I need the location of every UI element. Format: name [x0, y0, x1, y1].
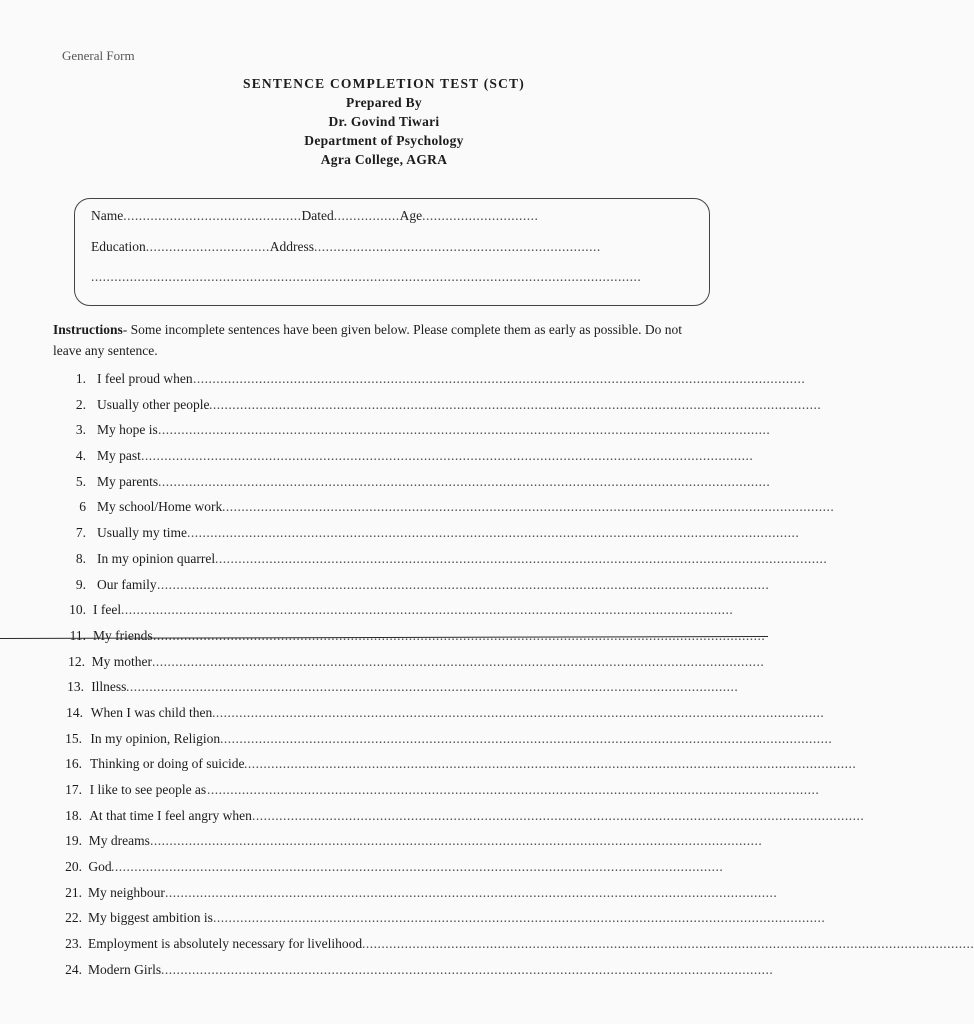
sentence-answer-field[interactable]: .............................................................................................................................................................. [207, 782, 820, 797]
sentence-item [0, 910, 826, 936]
education-label: Education [91, 239, 146, 254]
sentence-number: 15. [65, 730, 82, 746]
sentence-item [0, 499, 835, 525]
sentence-number: 17. [65, 782, 82, 797]
name-field[interactable]: .............................................. [123, 208, 302, 223]
sentence-number: 11. [69, 627, 86, 643]
sentence-item [0, 704, 825, 731]
sentence-answer-field[interactable]: .............................................................................................................................................................. [150, 833, 763, 849]
details-row-1 [91, 208, 685, 224]
address-field[interactable]: .......................................................................... [313, 239, 601, 254]
sentence-item [0, 448, 768, 474]
sentence-answer-field[interactable]: .............................................................................................................................................................. [165, 884, 778, 900]
sentence-answer-field[interactable]: .............................................................................................................................................................. [209, 396, 822, 412]
sentence-item [0, 628, 768, 654]
sentence-stem: In my opinion, Religion [90, 730, 221, 746]
sentence-answer-field[interactable]: .............................................................................................................................................................. [213, 910, 826, 926]
details-row-3 [91, 269, 685, 285]
sentence-stem: My past [97, 448, 141, 464]
sentence-stem: My biggest ambition is [88, 910, 213, 926]
sentence-stem: In my opinion quarrel [97, 550, 216, 566]
sentence-number: 5. [75, 473, 86, 489]
sentence-number: 19. [65, 833, 82, 849]
sentence-answer-field[interactable]: .............................................................................................................................................................. [220, 730, 833, 746]
respondent-details-box [74, 198, 710, 306]
sentence-number: 3. [75, 422, 86, 438]
sentence-item [0, 602, 768, 628]
sentence-answer-field[interactable]: .............................................................................................................................................................. [158, 422, 771, 438]
sentence-number: 12. [68, 653, 85, 669]
sentence-stem: Employment is absolutely necessary for livelihood [88, 936, 363, 952]
instructions [53, 319, 693, 361]
sentence-number: 23. [65, 936, 82, 952]
sentence-item [0, 550, 828, 577]
sentence-number: 6 [79, 499, 86, 515]
sentence-stem: My parents [97, 473, 159, 489]
sentence-stem: My hope is [97, 422, 158, 438]
sentence-number: 21. [65, 884, 82, 900]
education-field[interactable]: ................................ [145, 239, 270, 254]
sentence-answer-field[interactable]: .............................................................................................................................................................. [121, 602, 734, 618]
age-field[interactable]: .............................. [422, 208, 539, 223]
sentence-list [0, 371, 974, 988]
sentence-answer-field[interactable]: .............................................................................................................................................................. [152, 653, 765, 669]
sentence-number: 20. [65, 859, 82, 875]
sentence-number: 24. [65, 961, 82, 977]
sentence-answer-field[interactable]: .............................................................................................................................................................. [222, 499, 835, 515]
sentence-stem: My mother [91, 653, 152, 669]
sentence-answer-field[interactable]: .............................................................................................................................................................. [244, 756, 857, 772]
college-name: Agra College, AGRA [320, 152, 448, 167]
sentence-number: 22. [65, 910, 82, 926]
sentence-stem: I feel proud when [97, 371, 193, 386]
form-label: General Form [62, 48, 135, 63]
sentence-answer-field[interactable]: .............................................................................................................................................................. [212, 704, 825, 720]
sentence-stem: Our family [97, 576, 157, 592]
sentence-item [0, 422, 771, 448]
sentence-stem: I feel [93, 602, 122, 618]
sentence-number: 10. [69, 602, 86, 618]
sentence-number: 7. [75, 525, 86, 541]
sentence-answer-field[interactable]: .............................................................................................................................................................. [193, 371, 806, 386]
sentence-number: 2. [75, 396, 86, 412]
sentence-item [0, 577, 768, 603]
sentence-item [0, 859, 768, 885]
sentence-number: 8. [75, 550, 86, 566]
name-label: Name [91, 208, 124, 223]
address-label: Address [269, 239, 314, 254]
sentence-item [0, 679, 768, 705]
dated-field[interactable]: ................. [333, 208, 400, 223]
details-row-2 [91, 239, 685, 255]
sentence-item [0, 654, 768, 680]
sentence-item [0, 961, 774, 988]
sentence-stem: God [88, 859, 112, 875]
sentence-stem: Usually other people [97, 396, 210, 412]
sentence-number: 16. [65, 756, 82, 772]
sentence-answer-field[interactable]: .............................................................................................................................................................. [141, 448, 754, 464]
sentence-stem: My school/Home work [97, 499, 223, 515]
sentence-item [0, 730, 833, 757]
document-header [0, 74, 768, 169]
dated-label: Dated [301, 208, 334, 223]
sentence-stem: My neighbour [88, 884, 165, 900]
sentence-item [0, 833, 768, 859]
author-name: Dr. Govind Tiwari [328, 114, 440, 129]
sentence-answer-field[interactable]: .............................................................................................................................................................. [153, 627, 766, 643]
sentence-answer-field[interactable]: .............................................................................................................................................................. [362, 936, 974, 952]
sentence-number: 13. [67, 679, 84, 695]
sentence-answer-field[interactable]: .............................................................................................................................................................. [252, 807, 865, 823]
sentence-number: 14. [66, 704, 83, 720]
sentence-item [0, 782, 820, 808]
sentence-stem: Illness [91, 679, 127, 695]
sentence-item [0, 371, 806, 397]
sentence-answer-field[interactable]: .............................................................................................................................................................. [126, 679, 739, 695]
sentence-number: 18. [65, 807, 82, 823]
instructions-heading: Instructions [53, 322, 123, 337]
sentence-stem: Modern Girls [88, 961, 162, 977]
sentence-number: 4. [75, 448, 86, 464]
sentence-number: 9. [75, 576, 86, 592]
sentence-stem: When I was child then [90, 704, 213, 720]
instructions-text: - Some incomplete sentences have been given below. Please complete them as early as possible. Do not leave any sentence. [53, 322, 682, 358]
sentence-item [0, 884, 778, 911]
extra-address-field[interactable]: .............................................................................................................................................. [91, 269, 642, 284]
sentence-item [0, 936, 974, 962]
test-title: SENTENCE COMPLETION TEST (SCT) [243, 76, 525, 91]
sentence-answer-field[interactable]: .............................................................................................................................................................. [157, 576, 770, 592]
sentence-stem: My friends [93, 627, 153, 643]
sentence-item [0, 525, 800, 551]
sentence-answer-field[interactable]: .............................................................................................................................................................. [158, 473, 771, 489]
age-label: Age [399, 208, 423, 223]
department-name: Department of Psychology [304, 133, 464, 148]
sentence-stem: Usually my time [97, 525, 187, 541]
sentence-item [0, 473, 771, 500]
sentence-answer-field[interactable]: .............................................................................................................................................................. [215, 550, 828, 566]
sentence-answer-field[interactable]: .............................................................................................................................................................. [187, 525, 800, 541]
prepared-by: Prepared By [346, 95, 422, 110]
sentence-answer-field[interactable]: .............................................................................................................................................................. [111, 859, 724, 875]
sentence-answer-field[interactable]: .............................................................................................................................................................. [161, 961, 774, 977]
sentence-item [0, 396, 822, 423]
sentence-item [0, 756, 857, 782]
sentence-stem: My dreams [88, 833, 150, 849]
sentence-number: 1. [75, 371, 86, 386]
sentence-item [0, 807, 865, 834]
sentence-stem: I like to see people as [89, 782, 207, 797]
sentence-stem: At that time I feel angry when [89, 807, 252, 823]
sentence-stem: Thinking or doing of suicide [90, 756, 245, 772]
